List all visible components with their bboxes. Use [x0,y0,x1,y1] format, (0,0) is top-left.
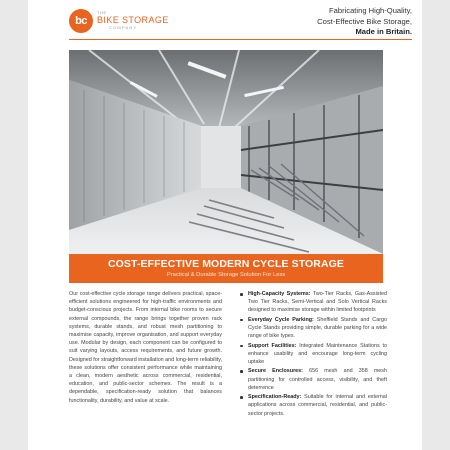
feature-list [240,290,387,419]
feature-title: Support Facilities: [248,342,297,349]
feature-item [240,290,387,315]
brochure-page [28,0,422,450]
page-title: COST-EFFECTIVE MODERN CYCLE STORAGE [107,258,345,270]
brand-name-top: THE [97,10,107,15]
brand-name-main: BIKE STORAGE [97,15,169,25]
bike-room-photo [69,50,383,254]
feature-item [240,367,387,392]
tagline-line-1: Fabricating High-Quality, [328,6,412,15]
brand-logo-mark: bc [69,9,93,33]
feature-item [240,342,387,367]
feature-text: Integrated Maintenance Stations to enhance usability and encourage long-term cycling uptake [248,342,387,365]
feature-text: Suitable for internal and external applications across commercial, residential, and public-sector projects. [248,394,387,417]
header-tagline [317,6,412,38]
header-divider [69,39,412,40]
feature-title: High-Capacity Systems: [248,291,311,297]
feature-text: Sheffield Stands and Cargo Cycle Stands providing simple, durable parking for a wide range of bike types. [248,316,387,340]
feature-item [240,393,387,418]
intro-paragraph: Our cost-effective cycle storage range delivers practical, space-efficient solutions engineered for high-traffic environments and budget-conscious projects. From internal bike rooms to secure external compounds, the range brings together proven rack systems, durable stands, and robust mesh partitioning to maximise capacity, improve organisation, and support everyday use. Modular by design, each component can be configured to suit varying layouts, access requirements, and future growth. Designed for straightforward installation and long-term reliability, these solutions offer consistent performance while maintaining a clean, modern aesthetic across commercial, residential, education, and public-sector schemes. The result is a dependable, specification-ready solution that balances functionality, durability, and value at scale. [69,291,223,404]
tagline-line-2: Cost-Effective Bike Storage, [317,16,412,26]
feature-title: Secure Enclosures: [248,368,303,375]
brand-logo-wordmark [97,10,169,30]
brand-name-bottom: COMPANY [109,25,138,30]
feature-title: Specification-Ready: [248,394,302,401]
page-subtitle: Practical & Durable Storage Solution For Less [166,272,286,278]
feature-text: 656 mesh and 358 mesh partitioning for controlled access, visibility, and theft deterrence [248,368,388,391]
feature-item [240,316,387,341]
title-banner [69,254,383,283]
feature-text: Two-Tier Racks, Gas-Assisted Two Tier Racks, Semi-Vertical and Solo Vertical Racks designed to maximise storage within limited footprints [248,291,387,314]
feature-title: Everyday Cycle Parking: [248,316,314,323]
tagline-line-3: Made in Britain. [355,27,412,36]
